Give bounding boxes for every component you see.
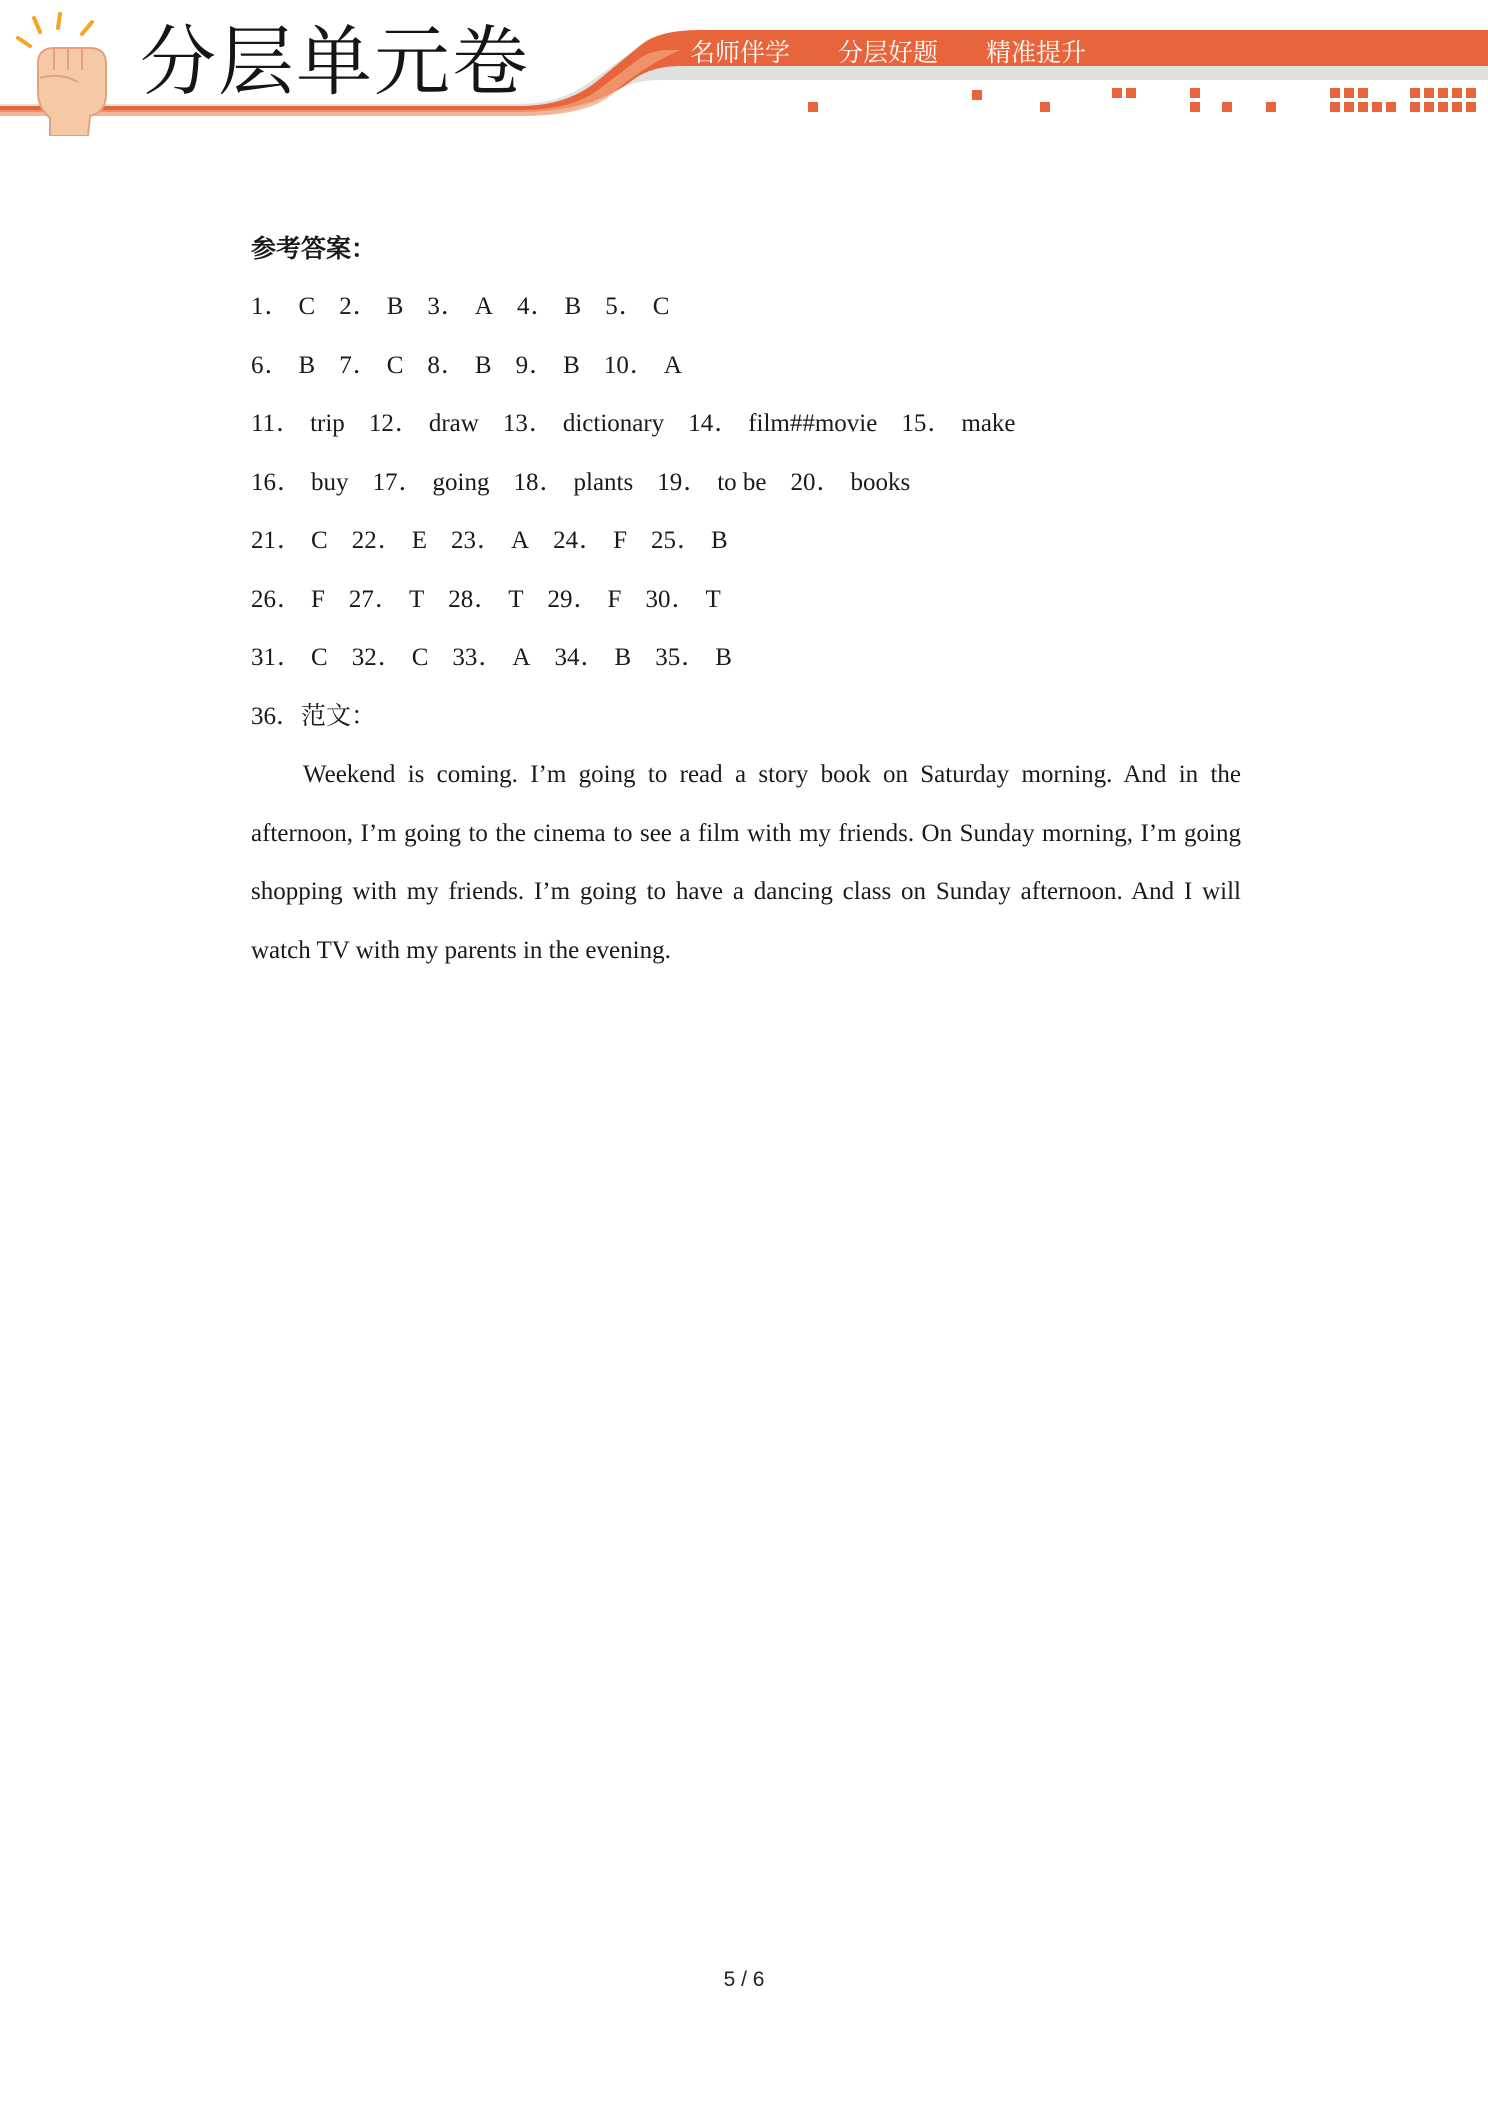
number-separator: ． bbox=[264, 293, 290, 320]
question-number: 14 bbox=[688, 410, 714, 437]
question-number: 21 bbox=[251, 527, 276, 554]
answer-value: books bbox=[850, 468, 911, 496]
answer-value: trip bbox=[310, 410, 345, 437]
answer-value: C bbox=[311, 527, 328, 554]
question-number: 1 bbox=[251, 293, 264, 320]
answer-item bbox=[655, 629, 732, 688]
decorative-pixel bbox=[1344, 88, 1354, 98]
number-separator: ． bbox=[474, 585, 500, 613]
number-separator: ． bbox=[714, 410, 740, 437]
decorative-pixel bbox=[1266, 102, 1276, 112]
number-separator: ． bbox=[580, 644, 606, 671]
number-separator: ． bbox=[277, 585, 303, 613]
answer-item bbox=[554, 629, 631, 688]
answer-item bbox=[651, 512, 728, 571]
answer-item bbox=[657, 454, 766, 513]
answer-item bbox=[427, 337, 491, 396]
question-number: 32 bbox=[351, 644, 377, 671]
question-number: 4 bbox=[516, 293, 530, 320]
number-separator: ． bbox=[374, 585, 400, 613]
decorative-pixel bbox=[1466, 102, 1476, 112]
question-number: 27 bbox=[348, 585, 374, 613]
number-separator: ． bbox=[677, 527, 703, 554]
number-separator: ． bbox=[477, 527, 503, 554]
question-number: 29 bbox=[547, 585, 573, 613]
number-separator: ． bbox=[398, 468, 424, 496]
slogan-item: 分层好题 bbox=[837, 38, 938, 67]
answer-value: C bbox=[311, 644, 328, 671]
question-number: 25 bbox=[651, 527, 676, 554]
number-separator: ． bbox=[394, 410, 420, 437]
answer-value: B bbox=[298, 351, 316, 379]
answer-value: B bbox=[474, 351, 492, 379]
answer-value: T bbox=[705, 585, 721, 613]
question-number: 10 bbox=[603, 351, 629, 379]
number-separator: ． bbox=[277, 527, 303, 554]
answer-value: plants bbox=[573, 468, 634, 496]
number-separator: ． bbox=[579, 527, 605, 554]
answer-line bbox=[251, 629, 1251, 688]
answer-item bbox=[352, 629, 429, 688]
answer-value: A bbox=[512, 644, 531, 671]
answer-item bbox=[251, 395, 345, 454]
answer-item bbox=[251, 278, 315, 337]
answer-value: to be bbox=[717, 468, 767, 496]
number-separator: ． bbox=[573, 585, 599, 613]
header-banner bbox=[0, 0, 1488, 140]
answer-item bbox=[548, 571, 622, 630]
question-number: 19 bbox=[657, 468, 683, 496]
decorative-pixel bbox=[1358, 88, 1368, 98]
decorative-pixel bbox=[1126, 88, 1136, 98]
answer-line bbox=[251, 454, 1251, 513]
number-separator: ． bbox=[440, 351, 466, 379]
decorative-pixel bbox=[1330, 88, 1340, 98]
answer-item bbox=[605, 278, 669, 337]
decorative-pixel bbox=[1438, 88, 1448, 98]
question-number: 11 bbox=[251, 410, 276, 437]
answer-value: B bbox=[563, 351, 580, 379]
answer-item bbox=[251, 337, 315, 396]
decorative-pixel bbox=[1222, 102, 1232, 112]
model-essay: Weekend is coming. I’m going to read a story book on Saturday morning. And in the afternoon, I’m going to the cinema to see a film with my friends. On Sunday morning, I’m going shopping with my friends. I’m going to have a dancing class on Sunday afternoon. And I will watch TV with my parents in the evening. bbox=[251, 761, 1241, 964]
answer-value: B bbox=[564, 293, 582, 320]
answer-value: F bbox=[607, 585, 622, 613]
number-separator: ． bbox=[683, 468, 709, 496]
answer-item bbox=[251, 454, 349, 513]
decorative-pixel bbox=[1386, 102, 1396, 112]
answer-value: B bbox=[711, 527, 728, 554]
answer-value: B bbox=[614, 644, 632, 671]
number-separator: ． bbox=[539, 468, 565, 496]
question-number: 18 bbox=[513, 468, 539, 496]
number-separator: ． bbox=[681, 644, 707, 671]
number-separator: ． bbox=[440, 293, 466, 320]
question-number: 3 bbox=[427, 293, 440, 320]
answer-item bbox=[645, 571, 720, 630]
page-number: 5 / 6 bbox=[723, 1968, 765, 1991]
question-number: 34 bbox=[554, 644, 580, 671]
answer-item bbox=[452, 629, 530, 688]
answer-item bbox=[688, 395, 877, 454]
answer-item bbox=[427, 278, 493, 337]
number-separator: ． bbox=[276, 410, 302, 437]
number-separator: ． bbox=[927, 410, 953, 437]
answer-value: A bbox=[474, 293, 493, 320]
number-separator: ． bbox=[264, 351, 290, 379]
answer-item bbox=[503, 395, 664, 454]
brand-title: 分层单元卷 bbox=[140, 17, 530, 106]
answer-item bbox=[251, 629, 328, 688]
question-number: 7 bbox=[339, 351, 352, 379]
answer-value: B bbox=[715, 644, 732, 671]
decorative-pixel bbox=[1438, 102, 1448, 112]
decorative-pixel bbox=[808, 102, 818, 112]
answer-heading: 参考答案： bbox=[251, 234, 377, 263]
question-number: 16 bbox=[251, 468, 276, 496]
decorative-pixel bbox=[1372, 102, 1382, 112]
question-number: 28 bbox=[448, 585, 474, 613]
number-separator: ． bbox=[629, 351, 655, 379]
number-separator: ． bbox=[277, 468, 303, 496]
answer-value: A bbox=[663, 351, 682, 379]
number-separator: ． bbox=[352, 293, 378, 320]
question-number: 31 bbox=[251, 644, 276, 671]
answer-item bbox=[251, 512, 328, 571]
answer-value: C bbox=[298, 293, 316, 320]
answer-line bbox=[251, 512, 1251, 571]
answer-item bbox=[553, 512, 627, 571]
answer-value: T bbox=[408, 585, 425, 613]
number-separator: ． bbox=[277, 644, 303, 671]
answer-item bbox=[517, 278, 581, 337]
question-number: 24 bbox=[553, 527, 579, 554]
answer-value: C bbox=[652, 293, 670, 320]
answer-value: make bbox=[961, 410, 1016, 437]
question-number: 2 bbox=[339, 293, 352, 320]
decorative-pixel bbox=[1040, 102, 1050, 112]
answer-value: T bbox=[508, 585, 524, 613]
question-number: 33 bbox=[452, 644, 478, 671]
answer-line bbox=[251, 278, 1251, 337]
answer-item bbox=[516, 337, 580, 396]
decorative-pixel bbox=[1466, 88, 1476, 98]
question-number: 22 bbox=[351, 527, 377, 554]
question-number: 17 bbox=[372, 468, 398, 496]
decorative-pixel bbox=[972, 90, 982, 100]
decorative-pixel bbox=[1424, 88, 1434, 98]
decorative-pixel bbox=[1330, 102, 1340, 112]
answer-item bbox=[448, 571, 523, 630]
decorative-pixel bbox=[1344, 102, 1354, 112]
decorative-pixel bbox=[1190, 102, 1200, 112]
question-number: 13 bbox=[502, 410, 528, 437]
question-number: 12 bbox=[368, 410, 394, 437]
answer-value: C bbox=[411, 644, 429, 671]
number-separator: ． bbox=[352, 351, 378, 379]
essay-label: 36．范文： bbox=[251, 702, 377, 730]
decorative-pixel bbox=[1112, 88, 1122, 98]
fist-logo-icon bbox=[10, 8, 128, 136]
number-separator: ． bbox=[377, 644, 403, 671]
question-number: 8 bbox=[427, 351, 440, 379]
answer-item bbox=[369, 395, 479, 454]
question-number: 23 bbox=[451, 527, 476, 554]
slogan-item: 名师伴学 bbox=[690, 38, 791, 67]
answer-item bbox=[451, 512, 529, 571]
question-number: 35 bbox=[655, 644, 681, 671]
answer-value: C bbox=[386, 351, 404, 379]
slogan-item: 精准提升 bbox=[985, 38, 1086, 67]
answer-value: F bbox=[613, 527, 627, 554]
number-separator: ． bbox=[530, 293, 556, 320]
answer-line bbox=[251, 395, 1251, 454]
answer-line bbox=[251, 337, 1251, 396]
number-separator: ． bbox=[478, 644, 504, 671]
decorative-pixel bbox=[1452, 102, 1462, 112]
question-number: 30 bbox=[645, 585, 671, 613]
answer-item bbox=[339, 337, 403, 396]
answer-item bbox=[791, 454, 911, 513]
answer-item bbox=[373, 454, 490, 513]
answer-item bbox=[251, 571, 325, 630]
question-number: 9 bbox=[515, 351, 529, 379]
question-number: 15 bbox=[901, 410, 927, 437]
answer-value: E bbox=[411, 527, 427, 554]
question-number: 5 bbox=[605, 293, 618, 320]
answer-item bbox=[901, 395, 1015, 454]
question-number: 26 bbox=[251, 585, 276, 613]
answer-item bbox=[352, 512, 427, 571]
answer-item bbox=[349, 571, 424, 630]
answer-value: going bbox=[432, 468, 490, 496]
answer-value: buy bbox=[311, 468, 349, 496]
decorative-pixel bbox=[1424, 102, 1434, 112]
slogan bbox=[690, 34, 1112, 72]
answer-value: dictionary bbox=[562, 410, 665, 437]
answer-value: film##movie bbox=[748, 410, 878, 437]
answer-value: draw bbox=[428, 410, 479, 437]
answer-item bbox=[339, 278, 403, 337]
question-number: 6 bbox=[251, 351, 264, 379]
number-separator: ． bbox=[671, 585, 697, 613]
answer-item bbox=[513, 454, 633, 513]
answer-line bbox=[251, 571, 1251, 630]
answer-value: B bbox=[386, 293, 404, 320]
number-separator: ． bbox=[377, 527, 403, 554]
number-separator: ． bbox=[816, 468, 842, 496]
number-separator: ． bbox=[528, 410, 554, 437]
decorative-pixel bbox=[1358, 102, 1368, 112]
answer-key bbox=[251, 220, 1251, 980]
question-number: 20 bbox=[790, 468, 816, 496]
decorative-pixel bbox=[1410, 102, 1420, 112]
answer-value: F bbox=[311, 585, 325, 613]
decorative-pixel bbox=[1452, 88, 1462, 98]
number-separator: ． bbox=[618, 293, 644, 320]
decorative-pixel bbox=[1190, 88, 1200, 98]
answer-lines bbox=[251, 278, 1251, 688]
number-separator: ． bbox=[529, 351, 555, 379]
answer-value: A bbox=[511, 527, 530, 554]
answer-item bbox=[604, 337, 682, 396]
decorative-pixel bbox=[1410, 88, 1420, 98]
